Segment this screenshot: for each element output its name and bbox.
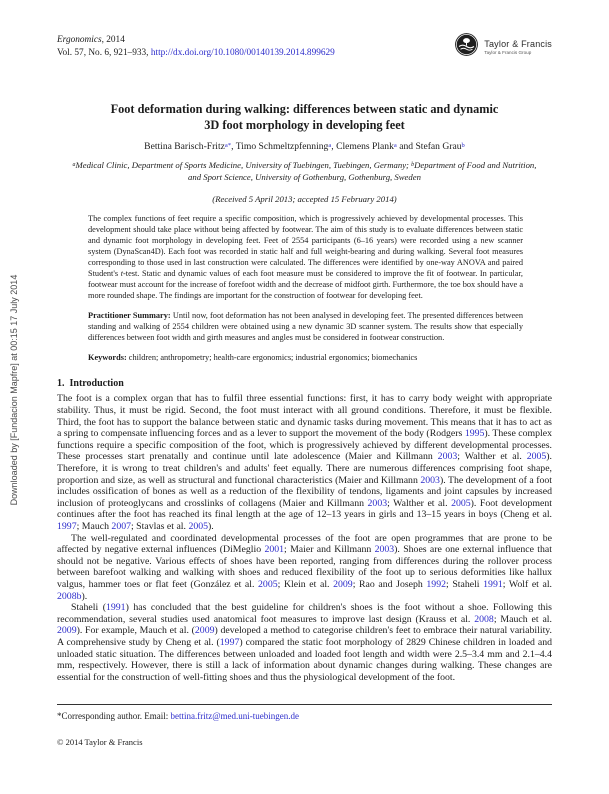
article-title-line1: Foot deformation during walking: differences between static and dynamic	[110, 102, 499, 116]
text-segment: ; Staheli	[446, 578, 484, 590]
text-segment: ; Walther et al.	[387, 497, 452, 509]
citation-link[interactable]: 2003	[420, 474, 440, 486]
text-segment: Vol. 57, No. 6, 921–933,	[57, 48, 151, 59]
text-segment: ; Rao and Joseph	[352, 578, 427, 590]
citation-link[interactable]: 1992	[426, 578, 446, 590]
citation-link[interactable]: 2009	[194, 625, 215, 637]
copyright-line: © 2014 Taylor & Francis	[57, 737, 143, 747]
citation-link[interactable]: 2001	[264, 544, 285, 556]
abstract-paragraph	[88, 214, 523, 302]
citation-link[interactable]: a	[328, 142, 332, 149]
citation-link[interactable]: 1995	[464, 428, 485, 440]
text-segment: *Corresponding author. Email:	[57, 711, 171, 721]
page-header	[57, 34, 552, 62]
page-footer	[57, 704, 552, 747]
citation-link[interactable]: 2008b	[57, 590, 82, 602]
citation-link[interactable]: 2008	[474, 613, 494, 625]
text-segment: children; anthropometry; health-care ergonomics; industrial ergonomics; biomechanics	[126, 352, 418, 362]
corresponding-author-note	[57, 711, 552, 721]
publisher-logo	[454, 32, 552, 62]
publisher-group: Taylor & Francis Group	[484, 50, 532, 55]
text-segment: Ergonomics	[57, 35, 102, 45]
journal-info	[57, 34, 335, 60]
citation-link[interactable]: 1991	[483, 578, 503, 590]
journal-name-line	[57, 34, 335, 47]
text-segment: -test. Static and dynamic values of each foot measure must be considered to improve the fit of footwear. In particular, footwear must account for the increase of forefoot width and the decrease of midfoot girth. Furthermore, the toe box should have a more rounded shape. The findings are important for the construction of footwear for developing feet.	[88, 268, 523, 300]
text-segment: a	[72, 162, 76, 169]
citation-link[interactable]: 1991	[105, 602, 126, 614]
citation-link[interactable]: 2009	[57, 625, 77, 637]
citation-link[interactable]: 2005	[258, 578, 278, 590]
citation-link[interactable]: 1997	[219, 636, 240, 648]
intro-paragraph-1	[57, 393, 552, 532]
publisher-name: Taylor & Francis	[484, 39, 552, 49]
text-segment: ; Mauch	[76, 520, 112, 532]
footnote-divider	[57, 704, 552, 705]
text-segment: ).	[81, 590, 88, 602]
publisher-logo-text	[484, 39, 552, 55]
text-segment: , Timo Schmeltzpfenning	[231, 141, 329, 153]
text-segment: ; Wolf et al.	[502, 578, 553, 590]
text-segment: Medical Clinic, Department of Sports Medicine, University of Tuebingen, Tuebingen, Germany;	[75, 160, 412, 171]
author-list	[57, 141, 552, 152]
article-title	[57, 102, 552, 133]
citation-link[interactable]: 2003	[437, 451, 458, 463]
abstract-block	[88, 214, 523, 363]
text-segment: ). These complex functions require a specific composition of the foot, which is progressively achieved by different developmental processes. These processes start prenatally and continue until late adolescence (Maier and Killmann	[57, 428, 553, 463]
text-segment: ) has concluded that the best guideline for children's shoes is the foot without a shoe. Following this recommendation, several studies used anatomical foot measures to improve last design (Krauss et al.	[57, 602, 552, 625]
text-segment: and Stefan Grau	[396, 141, 462, 153]
text-segment: The well-regulated and coordinated developmental processes of the foot are open programmes that are prone to be affected by negative external influences (DiMeglio	[57, 532, 552, 556]
citation-link[interactable]: a	[393, 142, 397, 149]
text-segment: ). For example, Mauch et al. (	[76, 625, 195, 637]
intro-paragraph-3	[57, 602, 552, 683]
citation-link[interactable]: a	[224, 142, 228, 149]
article-title-line2: 3D foot morphology in developing feet	[204, 117, 405, 132]
section-heading-introduction: 1. Introduction	[57, 378, 124, 390]
keywords	[88, 353, 523, 364]
text-segment: ).	[208, 520, 214, 532]
text-segment: ; Stavlas et al.	[131, 520, 189, 532]
text-segment: ; Maier and Killmann	[284, 544, 375, 556]
text-segment: ) compared the static foot morphology of 2829 Chinese children in loaded and unloaded static situation. The differences between unloaded and loaded foot length and width were 2.5–3.4 mm and 2.1–4.4 mm, respectively. However, there is still a lack of information about dynamic changes during walking. These changes are essential for the construction of well-fitting shoes and thus the physiological development of the foot.	[57, 636, 552, 683]
citation-link[interactable]: 2005	[526, 451, 547, 463]
citation-link[interactable]: 2003	[374, 544, 395, 556]
practitioner-summary	[88, 311, 523, 344]
text-segment: t	[120, 268, 124, 278]
text-segment: ). The development of a foot includes ossification of bones as well as a reduction of the flexibility of tendons, ligaments and joint capsules by increased inclusion of proteoglycans and crosslinks of collagens (Maier and Killmann	[57, 474, 553, 509]
intro-paragraph-2	[57, 533, 552, 603]
citation-link[interactable]: 2009	[333, 578, 353, 590]
text-segment: The complex functions of feet require a specific composition, which is progressively achieved by developmental processes. This development should take place without being affected by footwear. The aim of this study is to evaluate differences between static and dynamic foot morphology in developing feet. Feet of 2554 participants (6–16 years) were recorded using a new scanner system (DynaScan4D). Each foot was recorded in static half and full weight-bearing and during walking. Several foot measures corresponding to those used in last construction were calculated. The differences were identified by one-way ANOVA and paired Student's	[88, 214, 523, 278]
text-segment: ; Mauch et al.	[493, 613, 552, 625]
email-link[interactable]: bettina.fritz@med.uni-tuebingen.de	[170, 711, 299, 721]
affiliations	[57, 160, 552, 184]
received-dates: (Received 5 April 2013; accepted 15 February 2014)	[212, 194, 397, 205]
text-segment: Until now, foot deformation has not been analysed in developing feet. The presented differences between standing and walking of 2554 children were obtained using a new dynamic 3D scanner system. The results show that especially differences between foot width and girth measures and angles must be considered in footwear construction.	[88, 310, 523, 342]
citation-link[interactable]: b	[461, 142, 465, 149]
text-segment: Keywords:	[88, 352, 127, 362]
text-segment: The foot is a complex organ that has to fulfil three essential functions: first, it has to carry body weight with appropriate stability. Thus, it must be rigid. Second, the foot must interact with all ground conditions. Therefore, it must be flexible. Third, the foot has to support the balance between static and dynamic tasks during movement. This means that it has to act as a spring to compensate influencing forces and as a lever to support the movement of the body (Rodgers	[57, 393, 552, 440]
text-segment: ). Foot development continues after the foot has reached its final length at the age of 12–13 years in girls and 13–15 years in boys (Cheng et al.	[57, 497, 552, 521]
download-watermark: Downloaded by [Fundacion Mapfre] at 00:15 17 July 2014	[9, 274, 19, 506]
text-segment: ). Therefore, it is wrong to treat children's and adults' feet equally. There are numerous differences comprising foot shape, proportion and size, as well as structural and functional characteristics (Maier and Killmann	[57, 451, 553, 486]
text-segment: , Clemens Plank	[331, 141, 394, 153]
text-segment: Bettina Barisch-Fritz	[144, 141, 225, 153]
text-segment: Department of Food and Nutrition, and Sport Science, University of Gothenburg, Gothenburg, Sweden	[188, 160, 537, 183]
citation-link[interactable]: 1997	[57, 520, 77, 532]
text-segment: b	[411, 162, 415, 169]
text-segment: , 2014	[101, 35, 125, 45]
text-segment: ). Shoes are one external influence that should not be negative. Various effects of shoes have been reported, ranging from differences during the rollover process between barefoot walking and walking with shoes and reduced flexibility of the foot up to serious deformities like hallux valgus, hammer toes or flat feet (González et al.	[57, 544, 552, 590]
text-segment: ; Klein et al.	[277, 578, 334, 590]
text-segment: Staheli (	[71, 602, 106, 614]
text-segment: ) developed a method to categorise children's feet to embrace their natural variability. A comprehensive study by Cheng et al. (	[57, 625, 552, 648]
doi-link[interactable]: http://dx.doi.org/10.1080/00140139.2014.899629	[150, 48, 335, 59]
citation-link[interactable]: *	[227, 142, 232, 149]
text-segment: ; Walther et al.	[457, 451, 527, 463]
citation-link[interactable]: 2005	[188, 520, 209, 532]
taylor-francis-logo-icon	[454, 32, 479, 62]
text-segment: Practitioner Summary:	[88, 310, 171, 320]
citation-link[interactable]: 2007	[111, 520, 132, 532]
citation-link[interactable]: 2003	[367, 497, 388, 509]
journal-volume-doi-line	[57, 47, 335, 60]
citation-link[interactable]: 2005	[451, 497, 471, 509]
